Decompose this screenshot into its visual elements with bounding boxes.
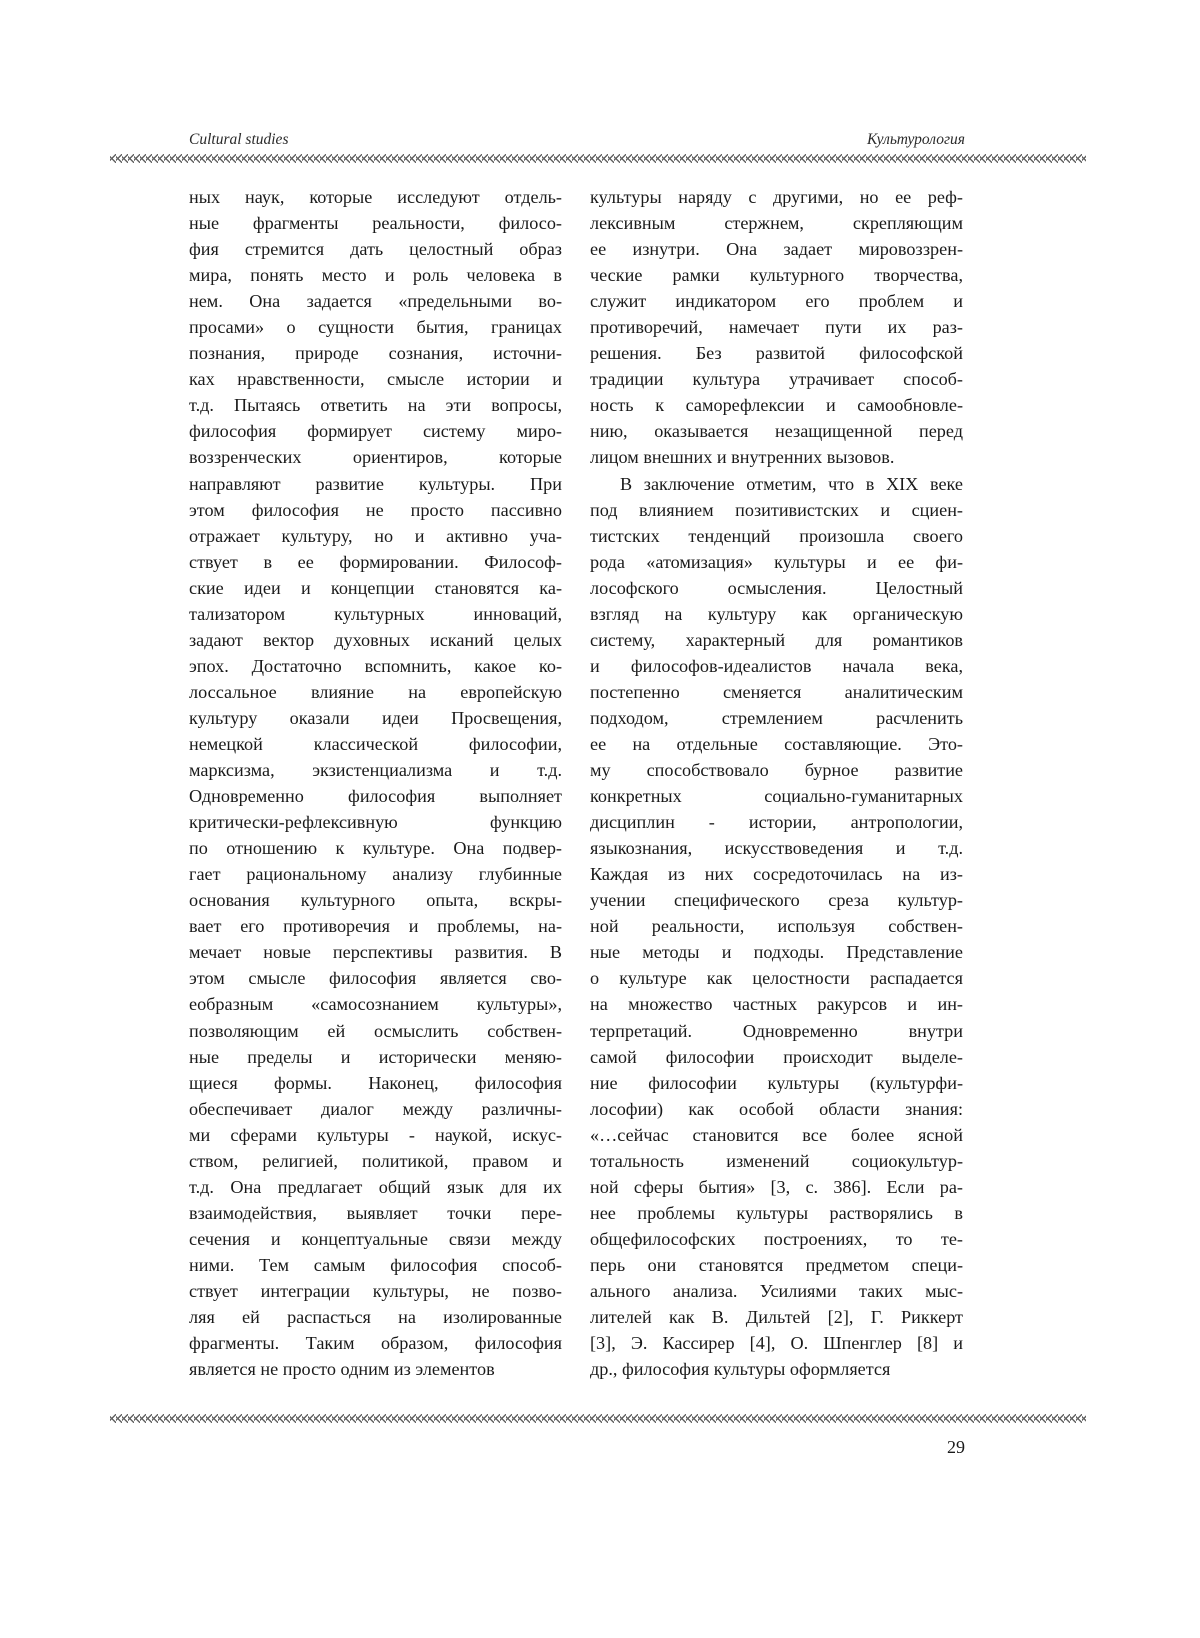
- text-line: лексивным стержнем, скрепляющим: [590, 213, 963, 234]
- text-line: культуру оказали идеи Просвещения,: [189, 707, 562, 728]
- text-line: еобразным «самосознанием культуры»,: [189, 994, 562, 1015]
- text-line: противоречий, намечает пути их раз-: [590, 317, 963, 338]
- text-line: позволяющим ей осмыслить собствен-: [189, 1020, 562, 1041]
- text-line: марксизма, экзистенциализма и т.д.: [189, 760, 562, 781]
- text-line: «…сейчас становится все более ясной: [590, 1124, 963, 1145]
- text-line: просами» о сущности бытия, границах: [189, 317, 562, 338]
- text-line: нию, оказывается незащищенной перед: [590, 421, 963, 442]
- text-line: ляя ей распасться на изолированные: [189, 1307, 562, 1328]
- text-line: этом смысле философия является сво-: [189, 968, 562, 989]
- text-line: основания культурного опыта, вскры-: [189, 890, 562, 911]
- text-column-left: [189, 184, 562, 1382]
- page-number: 29: [947, 1437, 965, 1457]
- text-line: лоссальное влияние на европейскую: [189, 681, 562, 702]
- text-line: лителей как В. Дильтей [2], Г. Риккерт: [590, 1307, 963, 1328]
- text-line: является не просто одним из элементов: [189, 1359, 495, 1380]
- text-line: ее на отдельные составляющие. Это-: [590, 733, 963, 754]
- text-line: ее изнутри. Она задает мировоззрен-: [590, 239, 963, 260]
- text-line: вает его противоречия и проблемы, на-: [189, 916, 562, 937]
- text-line: и философов-идеалистов начала века,: [590, 655, 963, 676]
- text-line: сечения и концептуальные связи между: [189, 1228, 562, 1249]
- text-line: ними. Тем самым философия способ-: [189, 1254, 562, 1275]
- text-line: щиеся формы. Наконец, философия: [189, 1072, 562, 1093]
- text-line: ные методы и подходы. Представление: [590, 942, 963, 963]
- text-line: ные пределы и исторически меняю-: [189, 1046, 562, 1067]
- text-line: лицом внешних и внутренних вызовов.: [590, 447, 895, 468]
- text-line: подходом, стремлением расчленить: [590, 707, 963, 728]
- text-line: учении специфического среза культур-: [590, 890, 963, 911]
- running-head-english: Cultural studies: [189, 131, 289, 148]
- header-ornamental-rule: [110, 154, 1086, 163]
- text-line: постепенно сменяется аналитическим: [590, 681, 963, 702]
- text-line: рода «атомизация» культуры и ее фи-: [590, 551, 963, 572]
- text-line: Каждая из них сосредоточилась на из-: [590, 864, 963, 885]
- text-line: традиции культура утрачивает способ-: [590, 369, 963, 390]
- text-line: мечает новые перспективы развития. В: [189, 942, 562, 963]
- text-line: конкретных социально-гуманитарных: [590, 786, 963, 807]
- text-line: ные фрагменты реальности, филосо-: [189, 213, 562, 234]
- text-line: философия формирует систему миро-: [189, 421, 562, 442]
- text-line: тализатором культурных инноваций,: [189, 603, 562, 624]
- text-line: служит индикатором его проблем и: [590, 291, 963, 312]
- text-line: лософии) как особой области знания:: [590, 1098, 963, 1119]
- text-line: немецкой классической философии,: [189, 733, 562, 754]
- text-line: познания, природе сознания, источни-: [189, 343, 562, 364]
- text-line: ных наук, которые исследуют отдель-: [189, 187, 562, 207]
- text-line: перь они становятся предметом специ-: [590, 1254, 963, 1275]
- text-line: му способствовало бурное развитие: [590, 760, 963, 781]
- text-line: [3], Э. Кассирер [4], О. Шпенглер [8] и: [590, 1333, 963, 1354]
- text-line: мира, понять место и роль человека в: [189, 265, 562, 286]
- text-line: фрагменты. Таким образом, философия: [189, 1333, 562, 1354]
- text-line: решения. Без развитой философской: [590, 343, 963, 364]
- text-line: гает рациональному анализу глубинные: [189, 864, 562, 885]
- text-line: ствует интеграции культуры, не позво-: [189, 1280, 562, 1301]
- text-line: по отношению к культуре. Она подвер-: [189, 838, 562, 859]
- text-line: ние философии культуры (культурфи-: [590, 1072, 963, 1093]
- text-line: нее проблемы культуры растворялись в: [590, 1202, 963, 1223]
- text-line: культуры наряду с другими, но ее реф-: [590, 187, 963, 207]
- text-line: направляют развитие культуры. При: [189, 473, 562, 494]
- text-line: т.д. Пытаясь ответить на эти вопросы,: [189, 395, 562, 416]
- text-line: обеспечивает диалог между различны-: [189, 1098, 562, 1119]
- text-line: систему, характерный для романтиков: [590, 629, 963, 650]
- text-line: взгляд на культуру как органическую: [590, 603, 963, 624]
- text-line: фия стремится дать целостный образ: [189, 239, 562, 260]
- text-line: ность к саморефлексии и самообновле-: [590, 395, 963, 416]
- text-line: ми сферами культуры - наукой, искус-: [189, 1124, 562, 1145]
- text-line: задают вектор духовных исканий целых: [189, 629, 562, 650]
- text-line: лософского осмысления. Целостный: [590, 577, 963, 598]
- text-line: ством, религией, политикой, правом и: [189, 1150, 562, 1171]
- text-line: тотальность изменений социокультур-: [590, 1150, 963, 1171]
- text-line: В заключение отметим, что в XIX веке: [620, 473, 963, 494]
- text-line: на множество частных ракурсов и ин-: [590, 994, 963, 1015]
- text-line: отражает культуру, но и активно уча-: [189, 525, 562, 546]
- text-line: эпох. Достаточно вспомнить, какое ко-: [189, 655, 562, 676]
- running-head-russian: Культурология: [867, 131, 965, 148]
- text-line: терпретаций. Одновременно внутри: [590, 1020, 963, 1041]
- text-line: критически-рефлексивную функцию: [189, 812, 562, 833]
- text-line: самой философии происходит выделе-: [590, 1046, 963, 1067]
- text-line: воззренческих ориентиров, которые: [189, 447, 562, 468]
- text-line: под влиянием позитивистских и сциен-: [590, 499, 963, 520]
- text-line: языкознания, искусствоведения и т.д.: [590, 838, 963, 859]
- text-line: о культуре как целостности распадается: [590, 968, 963, 989]
- text-line: ках нравственности, смысле истории и: [189, 369, 562, 390]
- text-line: ального анализа. Усилиями таких мыс-: [590, 1280, 963, 1301]
- text-line: ной сферы бытия» [3, с. 386]. Если ра-: [590, 1176, 963, 1197]
- text-line: др., философия культуры оформляется: [590, 1359, 891, 1380]
- text-line: взаимодействия, выявляет точки пере-: [189, 1202, 562, 1223]
- text-line: этом философия не просто пассивно: [189, 499, 562, 520]
- text-line: дисциплин - истории, антропологии,: [590, 812, 963, 833]
- footer-ornamental-rule: [110, 1414, 1086, 1423]
- text-line: т.д. Она предлагает общий язык для их: [189, 1176, 562, 1197]
- text-line: ной реальности, используя собствен-: [590, 916, 963, 937]
- text-line: Одновременно философия выполняет: [189, 786, 562, 807]
- text-line: нем. Она задается «предельными во-: [189, 291, 562, 312]
- text-line: ствует в ее формировании. Философ-: [189, 551, 562, 572]
- text-line: ческие рамки культурного творчества,: [590, 265, 963, 286]
- text-column-right: [590, 184, 963, 1382]
- text-line: ские идеи и концепции становятся ка-: [189, 577, 562, 598]
- text-line: тистских тенденций произошла своего: [590, 525, 963, 546]
- text-line: общефилософских построениях, то те-: [590, 1228, 963, 1249]
